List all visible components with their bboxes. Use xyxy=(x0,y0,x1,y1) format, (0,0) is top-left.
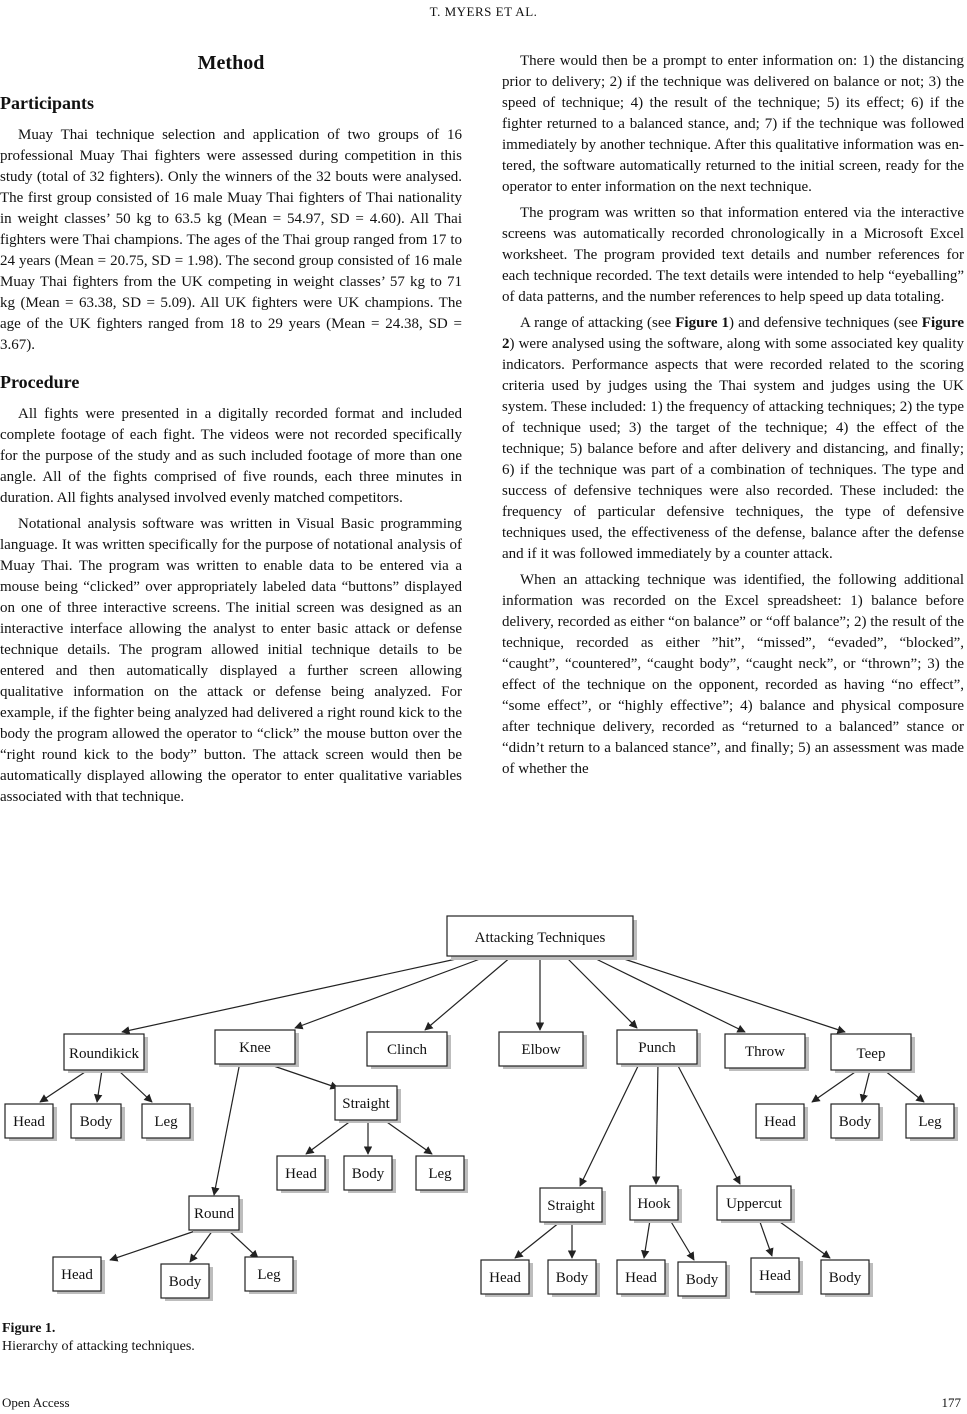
figure-1-reference[interactable]: Figure 1 xyxy=(675,315,730,331)
node-knee xyxy=(215,1030,299,1067)
node-label-punch-hook: Hook xyxy=(637,1196,671,1212)
running-head: T. MYERS ET AL. xyxy=(429,4,538,19)
edge-straight-head xyxy=(306,1120,352,1154)
section-title-method: Method xyxy=(197,52,265,74)
subheading-procedure: Procedure xyxy=(0,372,80,392)
edge-round-head xyxy=(110,1230,198,1260)
right-paragraph-3 xyxy=(502,313,964,565)
node-label-punch: Punch xyxy=(638,1040,676,1056)
node-teep-leg xyxy=(906,1104,958,1141)
node-hook-head xyxy=(617,1260,669,1297)
node-hook-body xyxy=(678,1262,730,1299)
right-paragraph-1: There would then be a prompt to enter information on: 1) the distancing prior to delivery; 2) if the technique was delivered on balance or not; 3) the speed of technique; 4) the result of the technique; 5) its effect; 6) if the fighter returned to a balanced stance, and; 7) if the technique was followed immediately by another technique. After this qualitative information was entered, the software automatically returned to the initial screen, ready for the operator to enter information on the next technique. xyxy=(502,53,964,195)
node-punch xyxy=(617,1030,701,1067)
edge-punch-hook xyxy=(656,1062,658,1184)
edge-punch-uppercut xyxy=(676,1062,740,1184)
edge-straight-leg xyxy=(384,1120,432,1154)
node-uppercut-head xyxy=(751,1258,803,1295)
node-label-roundikick-head: Head xyxy=(13,1114,45,1130)
node-label-knee-round-body: Body xyxy=(168,1274,202,1290)
paragraph-3-text-a: A range of attacking (see xyxy=(520,315,676,331)
node-punch-hook xyxy=(630,1186,682,1223)
node-label-throw: Throw xyxy=(745,1044,785,1060)
paragraph-3-text-c: ) were analysed using the software, along with some associated key quality indicators. Performance aspects that were recorded related to the scoring criteria used by judges using the Thai system and judges using the UK system. These included: 1) the frequency of attacking techniques; 2) the type of technique used; 3) the target of the technique; 4) the effect of the technique; 5) balance before and after delivery and distancing, and finally; 6) if the technique was part of a combination of techniques. The type and success of defensive techniques were also recorded. These included: the frequency of particular defensive techniques, the type of defensive techniques used, the effectiveness of the defense, balance after the defense and if it was followed immediately by a counter attack. xyxy=(502,336,964,562)
figure-1-diagram xyxy=(0,910,967,1310)
node-label-uppercut-head: Head xyxy=(759,1268,791,1284)
node-punch-straight xyxy=(540,1188,606,1225)
node-teep-body xyxy=(831,1104,883,1141)
node-clinch xyxy=(367,1032,451,1069)
node-knee-straight xyxy=(335,1086,401,1123)
node-attacking-techniques xyxy=(447,916,637,960)
edge-root-roundikick xyxy=(122,956,470,1032)
node-knee-straight-head xyxy=(277,1156,329,1193)
edge-round-leg xyxy=(228,1230,258,1258)
right-paragraph-2: The program was written so that information entered via the interactive screens was automatically recorded chronologically in a Microsoft Excel worksheet. The program provided text details and number references for each technique recorded. The text details were intended to help “eyeballing” of data patterns, and the number references to help speed up data totaling. xyxy=(502,205,964,305)
node-label-punch-straight-body: Body xyxy=(555,1270,589,1286)
node-label-knee-straight: Straight xyxy=(342,1096,390,1112)
edge-teep-leg xyxy=(884,1070,924,1102)
left-column xyxy=(0,50,462,813)
edge-teep-body xyxy=(862,1070,870,1102)
edge-hook-head xyxy=(644,1220,650,1258)
node-label-elbow: Elbow xyxy=(521,1042,561,1058)
node-label-teep: Teep xyxy=(856,1046,886,1062)
node-label-knee-round-head: Head xyxy=(61,1267,93,1283)
node-label-roundikick: Roundikick xyxy=(69,1046,139,1062)
node-roundikick xyxy=(64,1034,148,1073)
right-paragraph-4: When an attacking technique was identified, the following additional information was recorded on the Excel spreadsheet: 1) balance before delivery, recorded as either “on balance” or “off balance”; 2) the result of the technique, recorded as either ”hit”, “missed”, “evaded”, “blocked”, “caught”, “countered”, “caught body”, “caught neck”, or “thrown”; 3) the effect of the technique on the opponent, recorded as having “no effect”, “some effect”, or “highly effective”; 4) balance and physical composure after technique delivery, recorded as “returned to a balanced” stance or “didn’t return to a balanced stance”, and finally; 5) an assessment was made of whether the xyxy=(502,572,964,777)
node-label-knee-round-leg: Leg xyxy=(257,1267,281,1283)
edge-root-teep xyxy=(615,956,845,1032)
node-label-hook-head: Head xyxy=(625,1270,657,1286)
footer-open-access: Open Access xyxy=(2,1395,70,1410)
node-label-clinch: Clinch xyxy=(387,1042,427,1058)
edge-knee-round xyxy=(214,1062,240,1195)
node-roundikick-leg xyxy=(142,1104,194,1141)
node-label-punch-straight: Straight xyxy=(547,1198,595,1214)
node-label-hook-body: Body xyxy=(685,1272,719,1288)
node-elbow xyxy=(499,1032,587,1069)
node-knee-round xyxy=(189,1196,243,1233)
node-knee-round-head xyxy=(53,1257,105,1294)
node-knee-straight-leg xyxy=(416,1156,468,1193)
edge-root-knee xyxy=(295,956,488,1028)
procedure-paragraph-1: All fights were presented in a digitally recorded format and included complete footage of each fight. The videos were not recorded specifically for the purpose of the study and as such included footage of more than one angle. All of the fights comprised of five rounds, each three minutes in duration. All fights analysed involved evenly matched competitors. xyxy=(0,406,462,506)
node-roundikick-body xyxy=(71,1104,125,1141)
edge-hook-body xyxy=(670,1220,694,1260)
node-teep-head xyxy=(756,1104,808,1141)
edge-root-throw xyxy=(590,956,745,1032)
node-punch-straight-body xyxy=(548,1260,600,1297)
node-label-knee-straight-body: Body xyxy=(351,1166,385,1182)
edge-punch-straight-head xyxy=(515,1222,560,1258)
edge-punch-straight xyxy=(580,1062,640,1186)
edge-roundikick-head xyxy=(40,1070,88,1102)
edge-roundikick-body xyxy=(97,1070,102,1102)
node-teep xyxy=(831,1034,915,1073)
node-label-knee: Knee xyxy=(239,1040,271,1056)
footer-page-number: 177 xyxy=(941,1395,961,1410)
node-label-punch-uppercut: Uppercut xyxy=(726,1196,782,1212)
edge-round-body xyxy=(190,1230,213,1262)
edge-roundikick-leg xyxy=(118,1070,152,1102)
node-label-teep-head: Head xyxy=(764,1114,796,1130)
edge-uppercut-body xyxy=(780,1222,830,1258)
figure-caption-text: Hierarchy of attacking techniques. xyxy=(2,1339,195,1354)
node-label-knee-straight-head: Head xyxy=(285,1166,317,1182)
edge-teep-head xyxy=(812,1070,858,1102)
node-uppercut-body xyxy=(821,1260,873,1297)
node-label-root: Attacking Techniques xyxy=(474,930,606,946)
node-label-knee-round: Round xyxy=(193,1206,235,1222)
node-label-uppercut-body: Body xyxy=(828,1270,862,1286)
node-punch-uppercut xyxy=(717,1186,795,1223)
right-column xyxy=(502,51,964,785)
edge-uppercut-head xyxy=(760,1222,772,1256)
edge-root-clinch xyxy=(425,956,512,1030)
participants-paragraph: Muay Thai technique selection and application of two groups of 16 professional Muay Thai fighters were assessed during competition in this study (total of 32 fighters). Only the winners of the 32 bouts were analysed. The first group consisted of 16 male Muay Thai fighters of Thai nationality in weight classes’ 50 kg to 63.5 kg (Mean = 54.97, SD = 4.60). All Thai fighters were Thai champions. The ages of the Thai group ranged from 17 to 24 years (Mean = 20.75, SD = 1.98). The second group consisted of 16 male Muay Thai fighters from the UK competing in weight classes’ 57 kg to 71 kg (Mean = 63.38, SD = 5.09). All UK fighters were UK champions. The age of the UK fighters ranged from 18 to 29 years (Mean = 24.38, SD = 3.67). xyxy=(0,127,462,353)
node-label-punch-straight-head: Head xyxy=(489,1270,521,1286)
node-label-roundikick-body: Body xyxy=(79,1114,113,1130)
node-label-roundikick-leg: Leg xyxy=(154,1114,178,1130)
subheading-participants: Participants xyxy=(0,93,94,113)
figure-2-reference[interactable]: Figure 2 xyxy=(502,315,965,352)
figure-caption xyxy=(2,1320,195,1356)
node-throw xyxy=(725,1034,809,1071)
node-knee-straight-body xyxy=(344,1156,396,1193)
node-label-teep-body: Body xyxy=(838,1114,872,1130)
node-punch-straight-head xyxy=(481,1260,533,1297)
figure-caption-label: Figure 1. xyxy=(2,1321,56,1336)
node-knee-round-body xyxy=(161,1264,213,1301)
node-knee-round-leg xyxy=(245,1257,297,1294)
paragraph-3-text-b: ) and defensive techniques (see xyxy=(729,315,922,331)
procedure-paragraph-2: Notational analysis software was written in Visual Basic programming language. It was written specifically for the purpose of notational analysis of Muay Thai. The program was written to enable data to be entered via a mouse being “clicked” over appropriately labeled data “buttons” displayed on one of three interactive screens. The initial screen was designed as an interactive interface allowing the analyst to enter basic attack or defense technique details. The program allowed initial technique details to be entered and then automatically displayed a further screen allowing qualitative information on the attack or defense being analyzed. For example, if the fighter being analyzed had delivered a right round kick to the body the program allowed the operator to “click” the mouse button over the “right round kick to the body” button. The attack screen would then be automatically displayed allowing the operator to enter qualitative variables associated with that technique. xyxy=(0,516,462,805)
node-label-teep-leg: Leg xyxy=(918,1114,942,1130)
node-label-knee-straight-leg: Leg xyxy=(428,1166,452,1182)
edge-root-punch xyxy=(565,956,637,1028)
node-roundikick-head xyxy=(5,1104,57,1141)
